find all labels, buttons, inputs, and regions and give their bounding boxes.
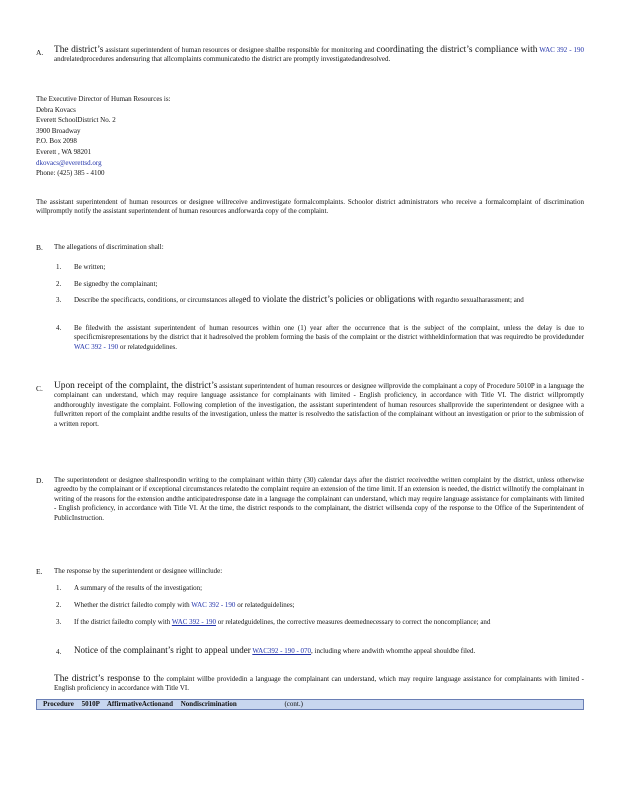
e-item4-text: [74, 646, 584, 656]
b-item4-wac-link[interactable]: WAC 392 - 190: [74, 342, 119, 351]
section-a-text: [54, 46, 584, 65]
section-d-text: The superintendent or designee shallrespondin writing to the complainant within thirty (30) calendar days after the district receivedthe written complaint by the district, unless otherwise agreedto by the complainant or if exceptional circumstances relatedto the complaint require an extension of the time limit. If an extension is needed, the district willnotify the complainant in writing of the reasons for the extension andthe anticipatedresponse date in a language the complainant can understand, which may require language assistance for complainants with limited - English proficiency, in accordance with Title VI. At the time, the district responds to the complainant, the district willsenda copy of the response to the Office of the Superintendent of PublicInstruction.: [54, 476, 584, 522]
e-item3-wac-link[interactable]: WAC 392 - 190: [171, 618, 216, 626]
e-item1-num: 1.: [56, 584, 62, 592]
b-item4-post: or relatedguidelines.: [119, 342, 178, 351]
section-a-lead: The district’s: [54, 45, 104, 55]
section-e-intro: The response by the superintendent or designee willinclude:: [54, 567, 223, 575]
contact-name: Debra Kovacs: [36, 105, 76, 114]
b-item4-num: 4.: [56, 324, 62, 332]
wac-link[interactable]: WAC 392 - 190: [539, 46, 585, 54]
e-item4-post: , including where andwith whomthe appeal shouldbe filed.: [311, 647, 476, 655]
e-item3-num: 3.: [56, 618, 62, 626]
section-e-closing: [54, 675, 584, 694]
e-item2-text: [74, 601, 584, 610]
section-e-closing-text: e complaint willbe providedin a language the complainant can understand, which may require language assistance for complainants with limited - English proficiency in accordance with Title VI.: [54, 675, 584, 693]
e-item2-post: or relatedguidelines;: [237, 601, 295, 609]
footer-cont: (cont.): [284, 700, 303, 708]
b-item3-big: ed to violate the district’s policies or obligations with: [242, 294, 434, 304]
section-c-label: C.: [36, 384, 43, 393]
e-item4-lead: Notice of the complainant’s right to appeal under: [74, 645, 251, 655]
footer-title: AffirmativeActionand Nondiscrimination: [106, 700, 237, 708]
b-item1-text: Be written;: [74, 263, 106, 271]
b-item3-pre: Describe the specificacts, conditions, or circumstances alleg: [74, 296, 243, 304]
section-a-label: A.: [36, 48, 44, 57]
section-a-text1: assistant superintendent of human resources or designee shallbe responsible for monitoring and: [103, 46, 377, 54]
footer-number: 5010P: [81, 700, 100, 708]
b-item3-post: regardto sexualharassment; and: [435, 296, 524, 304]
contact-pobox: P.O. Box 2098: [36, 137, 77, 146]
contact-street: 3900 Broadway: [36, 126, 81, 135]
section-e-label: E.: [36, 567, 43, 576]
b-item4-text: [74, 324, 584, 352]
section-a-text2: andrelatedprocedures andensuring that allcomplaints communicatedto the district are promptly investigatedandresolved.: [54, 55, 391, 64]
contact-city: Everett , WA 98201: [36, 147, 92, 156]
footer-procedure: Procedure: [43, 700, 74, 708]
section-c-lead: Upon receipt of the complaint, the district’s: [54, 381, 218, 391]
contact-email[interactable]: dkovacs@everettsd.org: [36, 158, 102, 167]
section-d-label: D.: [36, 476, 44, 485]
b-item3-num: 3.: [56, 296, 62, 304]
section-a-lead2: coordinating the district’s compliance with: [376, 45, 538, 55]
contact-org: Everett SchoolDistrict No. 2: [36, 116, 116, 125]
b-item4-pre: Be filedwith the assistant superintendent of human resources within one (1) year after the occurrence that is the subject of the complaint, unless the delay is due to specificmisrepresentations by the district that it hadresolved the problem forming the basis of the complaint or the district withheldinformation that was requiredto be providedunder: [74, 324, 584, 342]
e-item2-num: 2.: [56, 601, 62, 609]
e-item1-text: A summary of the results of the investigation;: [74, 584, 203, 592]
staff-paragraph: The assistant superintendent of human resources or designee willreceive andinvestigate formalcomplaints. Schoolor district administrators who receive a formalcomplaint of discrimination willpromptly notify the assistant superintendent of human resources andforwarda copy of the complaint.: [36, 198, 584, 216]
section-c-text: [54, 382, 584, 429]
e-item3-text: [74, 618, 584, 627]
section-b-label: B.: [36, 243, 43, 252]
b-item1-num: 1.: [56, 263, 62, 271]
e-item2-pre: Whether the district failedto comply with: [74, 601, 190, 609]
e-item2-wac-link[interactable]: WAC 392 - 190: [191, 601, 236, 609]
e-item3-post: or relatedguidelines, the corrective measures deemednecessary to correct the noncompliance; and: [217, 618, 491, 626]
e-item4-num: 4.: [56, 648, 62, 656]
contact-phone: Phone: (425) 385 - 4100: [36, 169, 105, 178]
section-e-closing-lead: The district’s response to th: [54, 674, 161, 684]
b-item2-num: 2.: [56, 280, 62, 288]
contact-block: [36, 94, 336, 179]
b-item2-text: Be signedby the complainant;: [74, 280, 158, 288]
b-item3-text: [74, 295, 584, 305]
e-item3-pre: If the district failedto comply with: [74, 618, 171, 626]
contact-line1: The Executive Director of Human Resources is:: [36, 95, 171, 103]
section-c-body: assistant superintendent of human resources or designee willprovide the complainant a copy of Procedure 5010P in a language the complainant can understand, which may require language assistance for complainants with limited - English proficiency, in accordance with Title VI. The district willpromptly andthoroughly investigate the complaint. Following completion of the investigation, the assistant superintendent of human resources shallprovide the superintendent or designee with a fullwritten report of the complaint andthe results of the investigation, unless the matter is resolvedto the satisfaction of the complainant without an investigation or prior to the submission of a written report.: [54, 382, 584, 428]
section-b-intro: The allegations of discrimination shall:: [54, 243, 164, 251]
e-item4-wac-link[interactable]: WAC392 - 190 - 070: [252, 647, 312, 655]
procedure-footer-bar: [36, 699, 584, 710]
